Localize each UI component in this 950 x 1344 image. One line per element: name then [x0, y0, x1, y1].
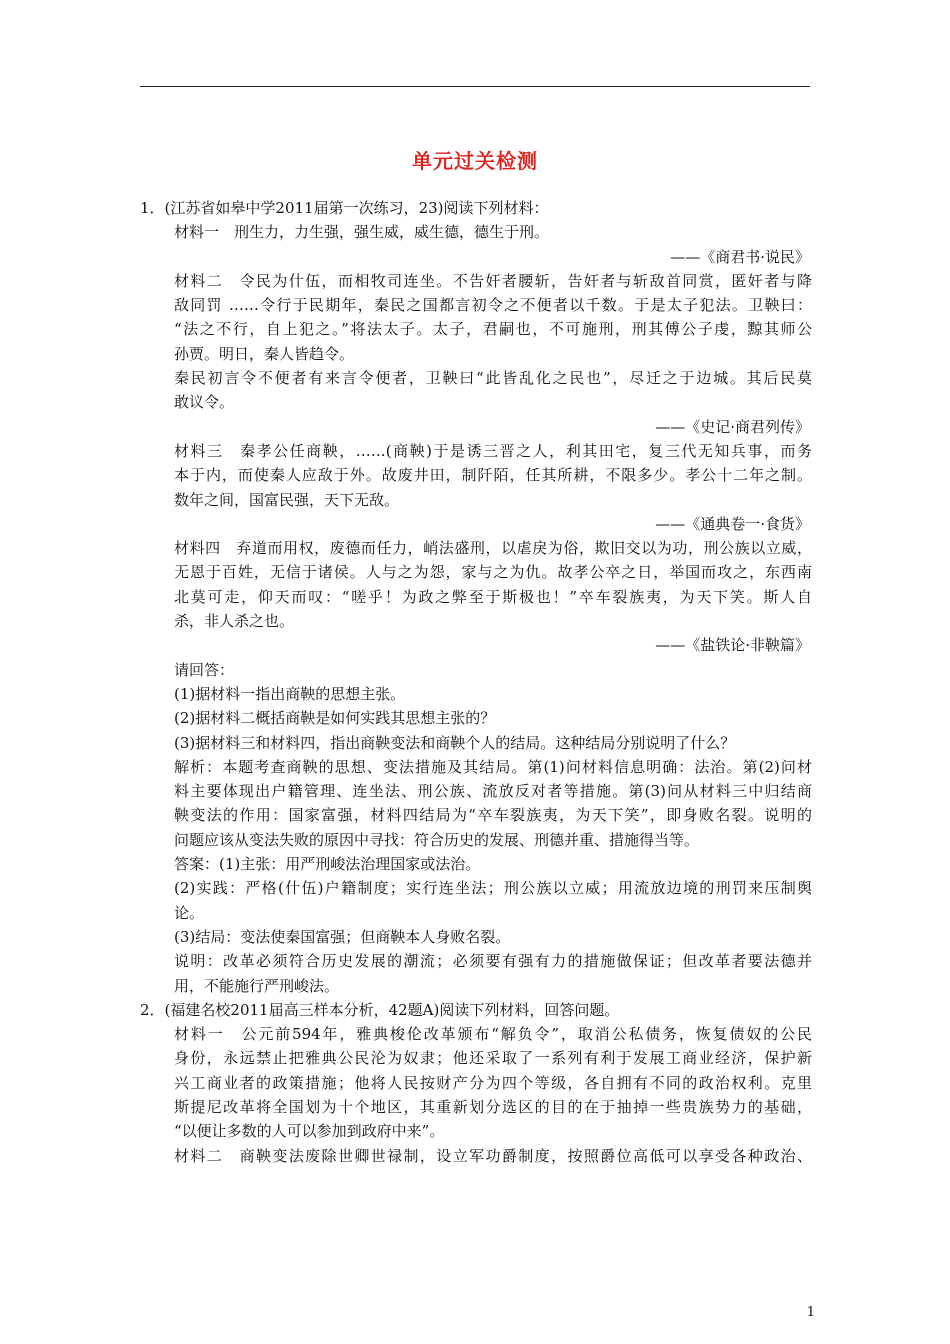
text-line: 材料三 秦孝公任商鞅，……(商鞅)于是诱三晋之人，利其田宅，复三代无知兵事，而务 [174, 441, 812, 460]
text-line: 敢议令。 [174, 393, 235, 412]
text-line: 兴工商业者的政策措施；他将人民按财产分为四个等级，各自拥有不同的政治权利。克里 [174, 1073, 812, 1092]
text-line: 材料一 公元前594年，雅典梭伦改革颁布“解负令”，取消公私债务，恢复债奴的公民 [174, 1025, 812, 1044]
source-citation: ——《商君书·说民》 [670, 247, 810, 266]
text-line: 材料二 商鞅变法废除世卿世禄制，设立军功爵制度，按照爵位高低可以享受各种政治、 [174, 1146, 812, 1165]
text-line: 答案：(1)主张：用严刑峻法治理国家或法治。 [174, 855, 481, 874]
text-line: 杀，非人杀之也。 [174, 612, 295, 631]
text-line: 说明：改革必须符合历史发展的潮流；必须要有强有力的措施做保证；但改革者要法德并 [174, 952, 812, 971]
text-line: 2．(福建名校2011届高三样本分析，42题A)阅读下列材料，回答问题。 [140, 1000, 620, 1019]
text-line: 料主要体现出户籍管理、连坐法、刑公族、流放反对者等措施。第(3)问从材料三中归结商 [174, 782, 812, 801]
source-citation: ——《通典卷一·食货》 [655, 514, 810, 533]
text-line: 本于内，而使秦人应敌于外。故废井田，制阡陌，任其所耕，不限多少。孝公十二年之制。 [174, 466, 812, 485]
text-line: 斯提尼改革将全国划为十个地区，其重新划分选区的目的在于抽掉一些贵族势力的基础， [174, 1097, 812, 1116]
text-line: 材料一 刑生力，力生强，强生威，威生德，德生于刑。 [174, 223, 550, 242]
text-line: 解析：本题考查商鞅的思想、变法措施及其结局。第(1)问材料信息明确：法治。第(2)问材 [174, 757, 812, 776]
text-line: 孙贾。明日，秦人皆趋令。 [174, 344, 355, 363]
text-line: (2)据材料二概括商鞅是如何实践其思想主张的？ [174, 709, 496, 728]
text-line: “法之不行，自上犯之。”将法太子。太子，君嗣也，不可施刑，刑其傅公子虔，黥其师公 [174, 320, 812, 339]
page-title: 单元过关检测 [412, 149, 538, 173]
text-line: “以便让多数的人可以参加到政府中来”。 [174, 1122, 445, 1141]
text-line: 用，不能施行严刑峻法。 [174, 976, 340, 995]
text-line: 论。 [174, 903, 205, 922]
text-line: 敌同罚 ……令行于民期年，秦民之国都言初令之不便者以千数。于是太子犯法。卫鞅曰： [174, 296, 812, 315]
header-rule [140, 86, 810, 87]
text-line: (3)结局：变法使秦国富强；但商鞅本人身败名裂。 [174, 927, 511, 946]
text-line: (2)实践：严格(什伍)户籍制度；实行连坐法；刑公族以立威；用流放边境的刑罚来压制舆 [174, 879, 812, 898]
text-line: 鞅变法的作用：国家富强，材料四结局为“卒车裂族夷，为天下笑”，即身败名裂。说明的 [174, 806, 812, 825]
text-line: 问题应该从变法失败的原因中寻找：符合历史的发展、刑德并重、措施得当等。 [174, 830, 700, 849]
text-line: 材料二 令民为什伍，而相牧司连坐。不告奸者腰斩，告奸者与斩敌首同赏，匿奸者与降 [174, 271, 812, 290]
text-line: 北莫可走，仰天而叹：“嗟乎！为政之弊至于斯极也！”卒车裂族夷，为天下笑。斯人自 [174, 587, 812, 606]
text-line: 身份，永远禁止把雅典公民沦为奴隶；他还采取了一系列有利于发展工商业经济，保护新 [174, 1049, 812, 1068]
text-line: (1)据材料一指出商鞅的思想主张。 [174, 684, 406, 703]
text-line: 数年之间，国富民强，天下无敌。 [174, 490, 400, 509]
text-line: 无恩于百姓，无信于诸侯。人与之为怨，家与之为仇。故孝公卒之日，举国而攻之，东西南 [174, 563, 812, 582]
text-line: 秦民初言令不便者有来言令便者，卫鞅曰“此皆乱化之民也”，尽迁之于边城。其后民莫 [174, 369, 812, 388]
text-line: (3)据材料三和材料四，指出商鞅变法和商鞅个人的结局。这种结局分别说明了什么？ [174, 733, 736, 752]
text-line: 请回答： [174, 660, 235, 679]
source-citation: ——《盐铁论·非鞅篇》 [655, 636, 810, 655]
text-line: 材料四 弃道而用权，废德而任力，峭法盛刑，以虐戾为俗，欺旧交以为功，刑公族以立威， [174, 539, 812, 558]
source-citation: ——《史记·商君列传》 [655, 417, 810, 436]
document-body [140, 196, 812, 1168]
text-line: 1．(江苏省如皋中学2011届第一次练习，23)阅读下列材料： [140, 199, 549, 217]
page-number: 1 [806, 1305, 815, 1320]
